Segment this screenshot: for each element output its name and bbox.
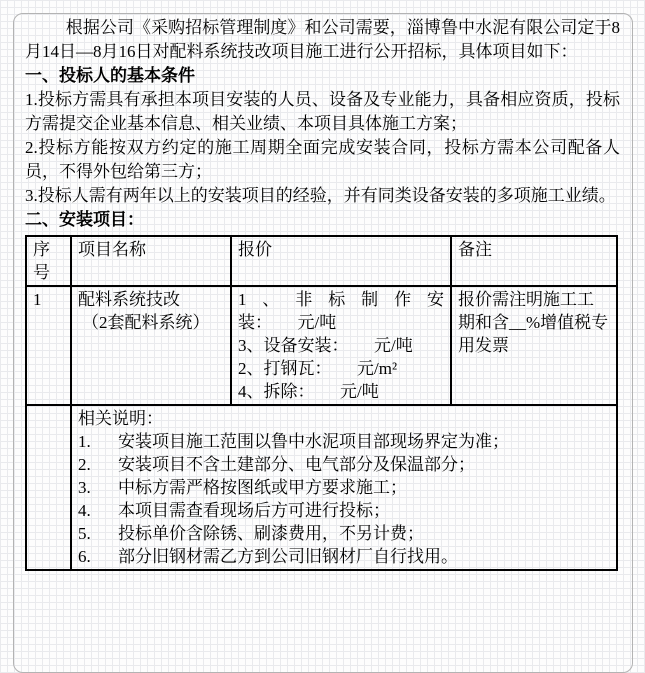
cell-related-notes — [71, 405, 617, 570]
cell-serial-number: 1 — [26, 286, 71, 405]
cell-project-name — [71, 286, 231, 405]
note-number: 1. — [78, 432, 91, 451]
note-item — [78, 499, 610, 522]
note-number: 3. — [78, 478, 91, 497]
project-name-line: （2套配料系统） — [82, 313, 210, 332]
cell-empty — [26, 405, 71, 570]
cell-remarks: 报价需注明施工工期和含__%增值税专用发票 — [451, 286, 617, 405]
table-header-row — [26, 236, 617, 286]
quote-line: 3、设备安装： 元/吨 — [238, 336, 413, 355]
note-item — [78, 522, 610, 545]
note-text: 安装项目施工范围以鲁中水泥项目部现场界定为准； — [118, 432, 509, 451]
header-serial-number: 序号 — [26, 236, 71, 286]
table-notes-row — [26, 405, 617, 570]
section2-title: 二、安装项目： — [25, 210, 144, 229]
quote-line: 4、拆除： 元/吨 — [238, 382, 379, 401]
note-item — [78, 545, 610, 568]
note-text: 部分旧钢材需乙方到公司旧钢材厂自行找用。 — [118, 547, 458, 566]
note-number: 5. — [78, 524, 91, 543]
notes-title: 相关说明： — [78, 409, 163, 428]
quote-line: 1、非标制作安 — [238, 290, 444, 309]
note-text: 投标单价含除锈、刷漆费用，不另计费； — [118, 524, 424, 543]
bidder-condition-item: 2.投标方能按双方约定的施工周期全面完成安装合同，投标方需本公司配备人员，不得外包给第三方； — [25, 138, 620, 181]
note-number: 4. — [78, 501, 91, 520]
note-text: 中标方需严格按图纸或甲方要求施工； — [118, 478, 407, 497]
intro-paragraph: 根据公司《采购招标管理制度》和公司需要，淄博鲁中水泥有限公司定于8月14日—8月16日对配料系统技改项目施工进行公开招标，具体项目如下： — [25, 18, 620, 61]
bidder-condition-item: 1.投标方需具有承担本项目安装的人员、设备及专业能力，具备相应资质，投标方需提交企业基本信息、相关业绩、本项目具体施工方案； — [25, 90, 620, 133]
note-text: 安装项目不含土建部分、电气部分及保温部分； — [118, 455, 475, 474]
note-item — [78, 430, 610, 453]
quote-line: 装： 元/吨 — [238, 313, 337, 332]
quote-line: 2、打钢瓦： 元/m² — [238, 359, 398, 378]
section1-title: 一、投标人的基本条件 — [25, 66, 195, 85]
note-text: 本项目需查看现场后方可进行投标； — [118, 501, 390, 520]
header-quote: 报价 — [231, 236, 451, 286]
header-remarks: 备注 — [451, 236, 617, 286]
note-number: 2. — [78, 455, 91, 474]
cell-quote — [231, 286, 451, 405]
project-name-line: 配料系统技改 — [78, 290, 180, 309]
bidder-condition-item: 3.投标人需有两年以上的安装项目的经验，并有同类设备安装的多项施工业绩。 — [25, 186, 616, 205]
note-item — [78, 453, 610, 476]
table-row — [26, 286, 617, 405]
note-number: 6. — [78, 547, 91, 566]
installation-projects-table — [25, 235, 618, 571]
document-content — [25, 16, 620, 571]
note-item — [78, 476, 610, 499]
header-project-name: 项目名称 — [71, 236, 231, 286]
